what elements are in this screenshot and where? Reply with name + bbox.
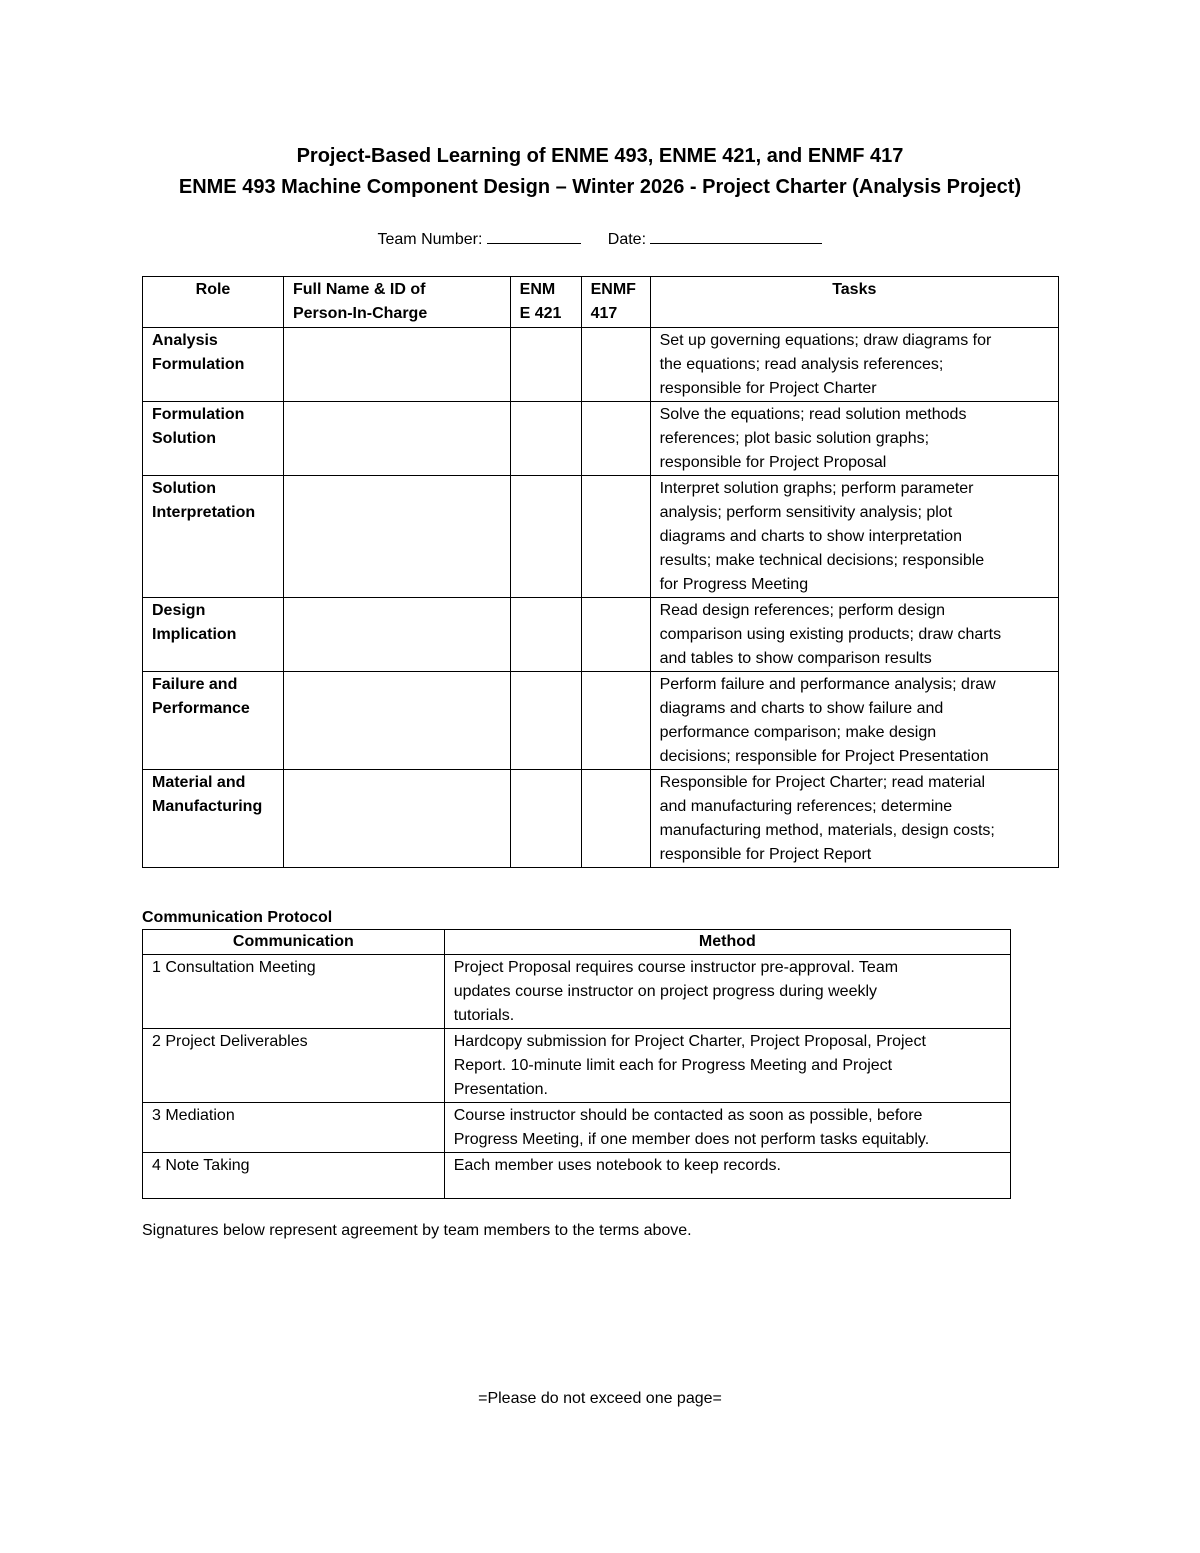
role-cell: Failure and Performance bbox=[143, 672, 284, 770]
communication-row bbox=[143, 1029, 1011, 1103]
communication-method: Hardcopy submission for Project Charter, Project Proposal, Project Report. 10-minute limit each for Progress Meeting and Project Presentation. bbox=[444, 1029, 1010, 1103]
team-number-label: Team Number: bbox=[377, 231, 483, 248]
enmf-417-cell[interactable] bbox=[581, 476, 650, 598]
header-enme-421: ENM E 421 bbox=[510, 277, 581, 328]
document-subtitle: ENME 493 Machine Component Design – Winter 2026 - Project Charter (Analysis Project) bbox=[178, 176, 1022, 198]
enme-421-cell[interactable] bbox=[510, 476, 581, 598]
role-row bbox=[143, 476, 1059, 598]
enme-421-cell[interactable] bbox=[510, 672, 581, 770]
name-id-cell[interactable] bbox=[283, 328, 510, 402]
name-id-cell[interactable] bbox=[283, 598, 510, 672]
enme-421-cell[interactable] bbox=[510, 328, 581, 402]
role-row bbox=[143, 770, 1059, 868]
communication-row bbox=[143, 1103, 1011, 1153]
header-enmf-417: ENMF 417 bbox=[581, 277, 650, 328]
date-label: Date: bbox=[607, 231, 647, 248]
role-row bbox=[143, 402, 1059, 476]
document-title: Project-Based Learning of ENME 493, ENME 421, and ENMF 417 bbox=[296, 145, 904, 167]
roles-table-header bbox=[143, 277, 1059, 328]
enmf-417-cell[interactable] bbox=[581, 672, 650, 770]
tasks-cell: Read design references; perform design comparison using existing products; draw charts and tables to show comparison results bbox=[650, 598, 1058, 672]
tasks-cell: Responsible for Project Charter; read material and manufacturing references; determine manufacturing method, materials, design costs; responsible for Project Report bbox=[650, 770, 1058, 868]
header-name-id: Full Name & ID of Person-In-Charge bbox=[283, 277, 510, 328]
tasks-cell: Perform failure and performance analysis; draw diagrams and charts to show failure and performance comparison; make design decisions; responsible for Project Presentation bbox=[650, 672, 1058, 770]
communication-item: 3 Mediation bbox=[143, 1103, 445, 1153]
enmf-417-cell[interactable] bbox=[581, 770, 650, 868]
enmf-417-cell[interactable] bbox=[581, 402, 650, 476]
tasks-cell: Solve the equations; read solution methods references; plot basic solution graphs; responsible for Project Proposal bbox=[650, 402, 1058, 476]
communication-method: Course instructor should be contacted as soon as possible, before Progress Meeting, if one member does not perform tasks equitably. bbox=[444, 1103, 1010, 1153]
team-date-line bbox=[0, 228, 1200, 252]
name-id-cell[interactable] bbox=[283, 402, 510, 476]
role-cell: Design Implication bbox=[143, 598, 284, 672]
enme-421-cell[interactable] bbox=[510, 402, 581, 476]
header-role: Role bbox=[143, 277, 284, 328]
communication-row bbox=[143, 1153, 1011, 1199]
name-id-cell[interactable] bbox=[283, 770, 510, 868]
enmf-417-cell[interactable] bbox=[581, 328, 650, 402]
header-method: Method bbox=[444, 930, 1010, 955]
role-cell: Solution Interpretation bbox=[143, 476, 284, 598]
enmf-417-cell[interactable] bbox=[581, 598, 650, 672]
team-number-blank[interactable] bbox=[487, 228, 581, 244]
tasks-cell: Interpret solution graphs; perform parameter analysis; perform sensitivity analysis; plot diagrams and charts to show interpretation results; make technical decisions; responsible for Progress Meeting bbox=[650, 476, 1058, 598]
roles-table bbox=[142, 276, 1059, 868]
role-row bbox=[143, 672, 1059, 770]
header-communication: Communication bbox=[143, 930, 445, 955]
communication-method: Each member uses notebook to keep records. bbox=[444, 1153, 1010, 1199]
name-id-cell[interactable] bbox=[283, 476, 510, 598]
communication-item: 4 Note Taking bbox=[143, 1153, 445, 1199]
footer-note: =Please do not exceed one page= bbox=[478, 1390, 722, 1407]
signature-statement: Signatures below represent agreement by team members to the terms above. bbox=[142, 1222, 692, 1239]
role-cell: Analysis Formulation bbox=[143, 328, 284, 402]
communication-method: Project Proposal requires course instructor pre-approval. Team updates course instructor on project progress during weekly tutorials. bbox=[444, 955, 1010, 1029]
role-cell: Formulation Solution bbox=[143, 402, 284, 476]
communication-table bbox=[142, 929, 1011, 1199]
tasks-cell: Set up governing equations; draw diagrams for the equations; read analysis references; responsible for Project Charter bbox=[650, 328, 1058, 402]
role-cell: Material and Manufacturing bbox=[143, 770, 284, 868]
communication-protocol-heading: Communication Protocol bbox=[142, 909, 333, 926]
communication-item: 2 Project Deliverables bbox=[143, 1029, 445, 1103]
role-row bbox=[143, 328, 1059, 402]
role-row bbox=[143, 598, 1059, 672]
enme-421-cell[interactable] bbox=[510, 598, 581, 672]
header-tasks: Tasks bbox=[650, 277, 1058, 328]
date-blank[interactable] bbox=[650, 228, 822, 244]
name-id-cell[interactable] bbox=[283, 672, 510, 770]
communication-item: 1 Consultation Meeting bbox=[143, 955, 445, 1029]
enme-421-cell[interactable] bbox=[510, 770, 581, 868]
communication-table-header bbox=[143, 930, 1011, 955]
communication-row bbox=[143, 955, 1011, 1029]
